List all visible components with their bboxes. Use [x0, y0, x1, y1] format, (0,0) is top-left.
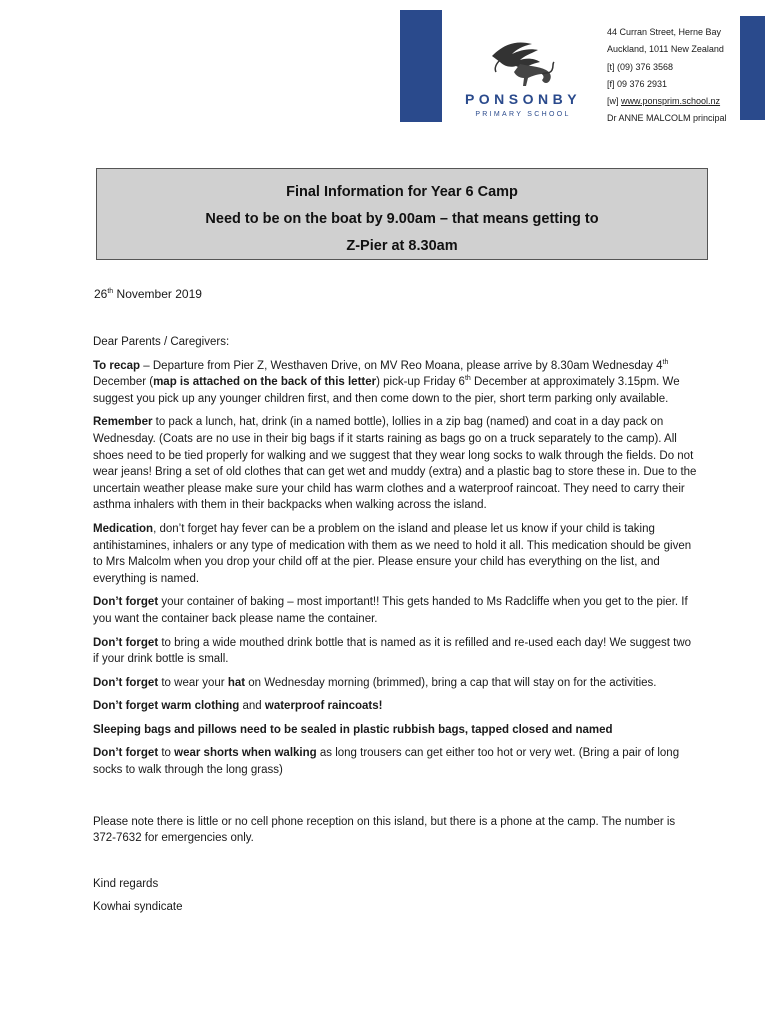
- closing: Kind regards: [93, 877, 159, 890]
- pegasus-icon: [486, 36, 558, 90]
- paragraph-warm: Don’t forget warm clothing and waterproof raincoats!: [93, 700, 383, 713]
- title-line-2: Need to be on the boat by 9.00am – that means getting to: [205, 211, 599, 227]
- salutation: Dear Parents / Caregivers:: [93, 336, 230, 348]
- contact-address: 44 Curran Street, Herne Bay: [607, 27, 722, 37]
- spacer: [93, 786, 698, 814]
- contact-phone: [t] (09) 376 3568: [607, 61, 674, 72]
- school-subtitle: PRIMARY SCHOOL: [475, 111, 571, 118]
- paragraph-medication: Medication, don’t forget hay fever can be a problem on the island and please let us know if your child is taking antihistamines, inhalers or any type of medication with them as we need to hold it all. This medication should be given to Mrs Malcolm when you drop your child off at the pier. Please ensure your child has everything on the list, and everything is named.: [93, 522, 692, 585]
- title-line-1: Final Information for Year 6 Camp: [286, 184, 518, 200]
- letterhead-bar-right: [740, 16, 765, 120]
- contact-web: [w] www.ponsprim.school.nz: [607, 96, 721, 107]
- contact-city: Auckland, 1011 New Zealand: [607, 44, 724, 55]
- paragraph-recap: To recap – Departure from Pier Z, Westhaven Drive, on MV Reo Moana, please arrive by 8.30am Wednesday 4th December (map is attached on the back of this letter) pick-up Friday 6th December at approximately 3.15pm. We suggest you pick up any younger children first, and then come down to the pier, short term parking only available.: [93, 358, 680, 405]
- letter-date: 26th November 2019: [94, 287, 202, 301]
- website-link[interactable]: www.ponsprim.school.nz: [621, 96, 721, 107]
- title-line-3: Z-Pier at 8.30am: [346, 238, 458, 254]
- paragraph-baking: Don’t forget your container of baking – most important!! This gets handed to Ms Radcliffe when you get to the pier. If you want the container back please name the container.: [93, 596, 688, 625]
- letterhead-bar-left: [400, 10, 442, 122]
- title-box: [96, 168, 708, 260]
- contact-principal: Dr ANNE MALCOLM principal: [607, 113, 727, 124]
- contact-block: [607, 24, 742, 128]
- letter-body: [93, 334, 698, 923]
- contact-fax: [f] 09 376 2931: [607, 78, 668, 89]
- school-name: PONSONBY: [464, 91, 582, 107]
- paragraph-remember: Remember to pack a lunch, hat, drink (in a named bottle), lollies in a zip bag (named) and coat in a day pack on Wednesday. (Coats are no use in their big bags if it starts raining as bags go on a truck separately to the camp). All shoes need to be tied properly for walking and we suggest that they wear long socks to walk through the fields. Do not wear jeans! Bring a set of old clothes that can get wet and muddy (extra) and a plastic bag to store these in. Due to the uncertain weather please make sure your child has warm clothes and a waterproof raincoat. They need to carry their asthma inhalers with them in their backpacks when walking across the island.: [93, 416, 697, 512]
- paragraph-hat: Don’t forget to wear your hat on Wednesday morning (brimmed), bring a cap that will stay on for the activities.: [93, 676, 657, 689]
- paragraph-bottle: Don’t forget to bring a wide mouthed drink bottle that is named as it is refilled and re-used each day! We suggest two if your drink bottle is small.: [93, 636, 692, 666]
- spacer: [93, 854, 698, 876]
- paragraph-sleeping: Sleeping bags and pillows need to be sealed in plastic rubbish bags, tapped closed and named: [93, 723, 613, 736]
- paragraph-phone: Please note there is little or no cell phone reception on this island, but there is a phone at the camp. The number is 372-7632 for emergencies only.: [93, 815, 676, 845]
- signature: Kowhai syndicate: [93, 901, 183, 914]
- paragraph-shorts: Don’t forget to wear shorts when walking as long trousers can get either too hot or very wet. (Bring a pair of long socks to walk through the long grass): [93, 747, 680, 777]
